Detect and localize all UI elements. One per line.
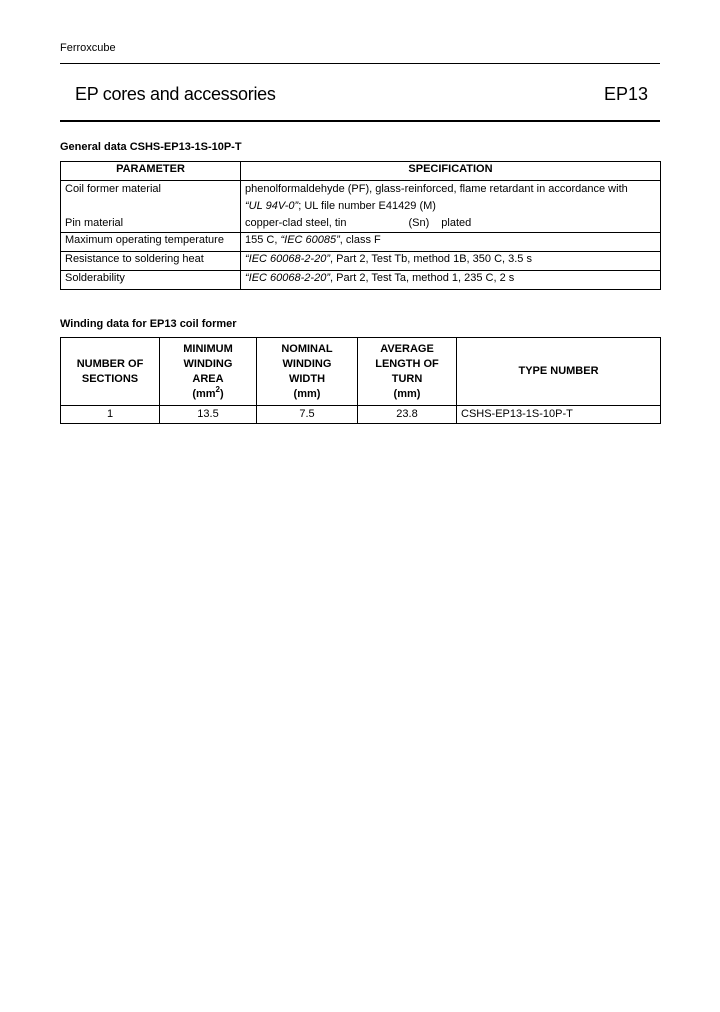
parameter-label: Solderability [61, 271, 241, 290]
table-row [61, 252, 661, 271]
product-code: EP13 [603, 84, 648, 104]
header-line: TURN [391, 372, 423, 385]
header-line: WINDING [282, 357, 332, 370]
header-line: WINDING [183, 357, 233, 370]
header-text: (mm [192, 387, 216, 400]
standard-ref: “IEC 60085” [280, 234, 340, 246]
parameter-cell [61, 181, 241, 233]
table-row [61, 406, 661, 424]
table-row [61, 233, 661, 252]
col-width [257, 338, 358, 406]
parameter-spacer [65, 198, 236, 215]
table-header-row [61, 162, 661, 181]
col-sections [61, 338, 160, 406]
header-line [162, 384, 254, 402]
spec-text: , Part 2, Test Ta, method 1, 235 C, 2 s [330, 272, 515, 284]
area-value: 13.5 [160, 406, 257, 424]
col-turn [358, 338, 457, 406]
spec-cell [241, 271, 661, 290]
spec-line [245, 198, 656, 215]
parameter-label: Coil former material [65, 183, 161, 195]
standard-ref: “IEC 60068-2-20” [245, 253, 330, 265]
spec-text: (Sn) [408, 217, 430, 229]
header-line: WIDTH [288, 372, 326, 385]
spec-text: plated [441, 217, 472, 229]
width-value: 7.5 [257, 406, 358, 424]
header-line: MINIMUM [183, 342, 233, 355]
col-type: TYPE NUMBER [457, 338, 661, 406]
spec-line: phenolformaldehyde (PF), glass-reinforced, flame retardant in accordance with [245, 183, 628, 195]
turn-value: 23.8 [358, 406, 457, 424]
header-line: SECTIONS [81, 372, 139, 385]
spec-text: ; UL file number E41429 (M) [298, 200, 436, 212]
winding-data-table [60, 337, 661, 424]
winding-data-title: Winding data for EP13 coil former [60, 318, 237, 330]
spec-cell [241, 181, 661, 233]
spec-text: copper-clad steel, tin [245, 217, 347, 229]
superscript: 2 [215, 384, 220, 394]
header-line: NOMINAL [281, 342, 333, 355]
header-line: (mm) [293, 387, 321, 400]
parameter-label: Resistance to soldering heat [61, 252, 241, 271]
table-header-row [61, 338, 661, 406]
general-data-table [60, 161, 661, 290]
header-line: (mm) [393, 387, 421, 400]
spec-cell [241, 252, 661, 271]
sections-value: 1 [61, 406, 160, 424]
standard-ref: “UL 94V-0” [245, 200, 299, 212]
parameter-label: Maximum operating temperature [61, 233, 241, 252]
spec-text: , class F [339, 234, 381, 246]
header-text: ) [220, 387, 224, 400]
table-row [61, 181, 661, 233]
table-row [61, 271, 661, 290]
type-value: CSHS-EP13-1S-10P-T [457, 406, 661, 424]
spec-line [245, 215, 656, 232]
header-line: AVERAGE [380, 342, 434, 355]
col-specification: SPECIFICATION [241, 162, 661, 181]
header-rule [60, 63, 660, 64]
parameter-label: Pin material [65, 217, 124, 229]
spec-cell [241, 233, 661, 252]
col-parameter: PARAMETER [61, 162, 241, 181]
col-area [160, 338, 257, 406]
spec-text: , Part 2, Test Tb, method 1B, 350 C, 3.5 s [330, 253, 532, 265]
title-rule [60, 120, 660, 122]
header-line: LENGTH OF [375, 357, 439, 370]
spec-text: 155 C, [245, 234, 281, 246]
header-line: NUMBER OF [76, 357, 144, 370]
header-line: AREA [192, 372, 224, 385]
page-title: EP cores and accessories [75, 84, 276, 104]
company-name: Ferroxcube [60, 42, 116, 54]
standard-ref: “IEC 60068-2-20” [245, 272, 330, 284]
general-data-title: General data CSHS-EP13-1S-10P-T [60, 141, 242, 153]
